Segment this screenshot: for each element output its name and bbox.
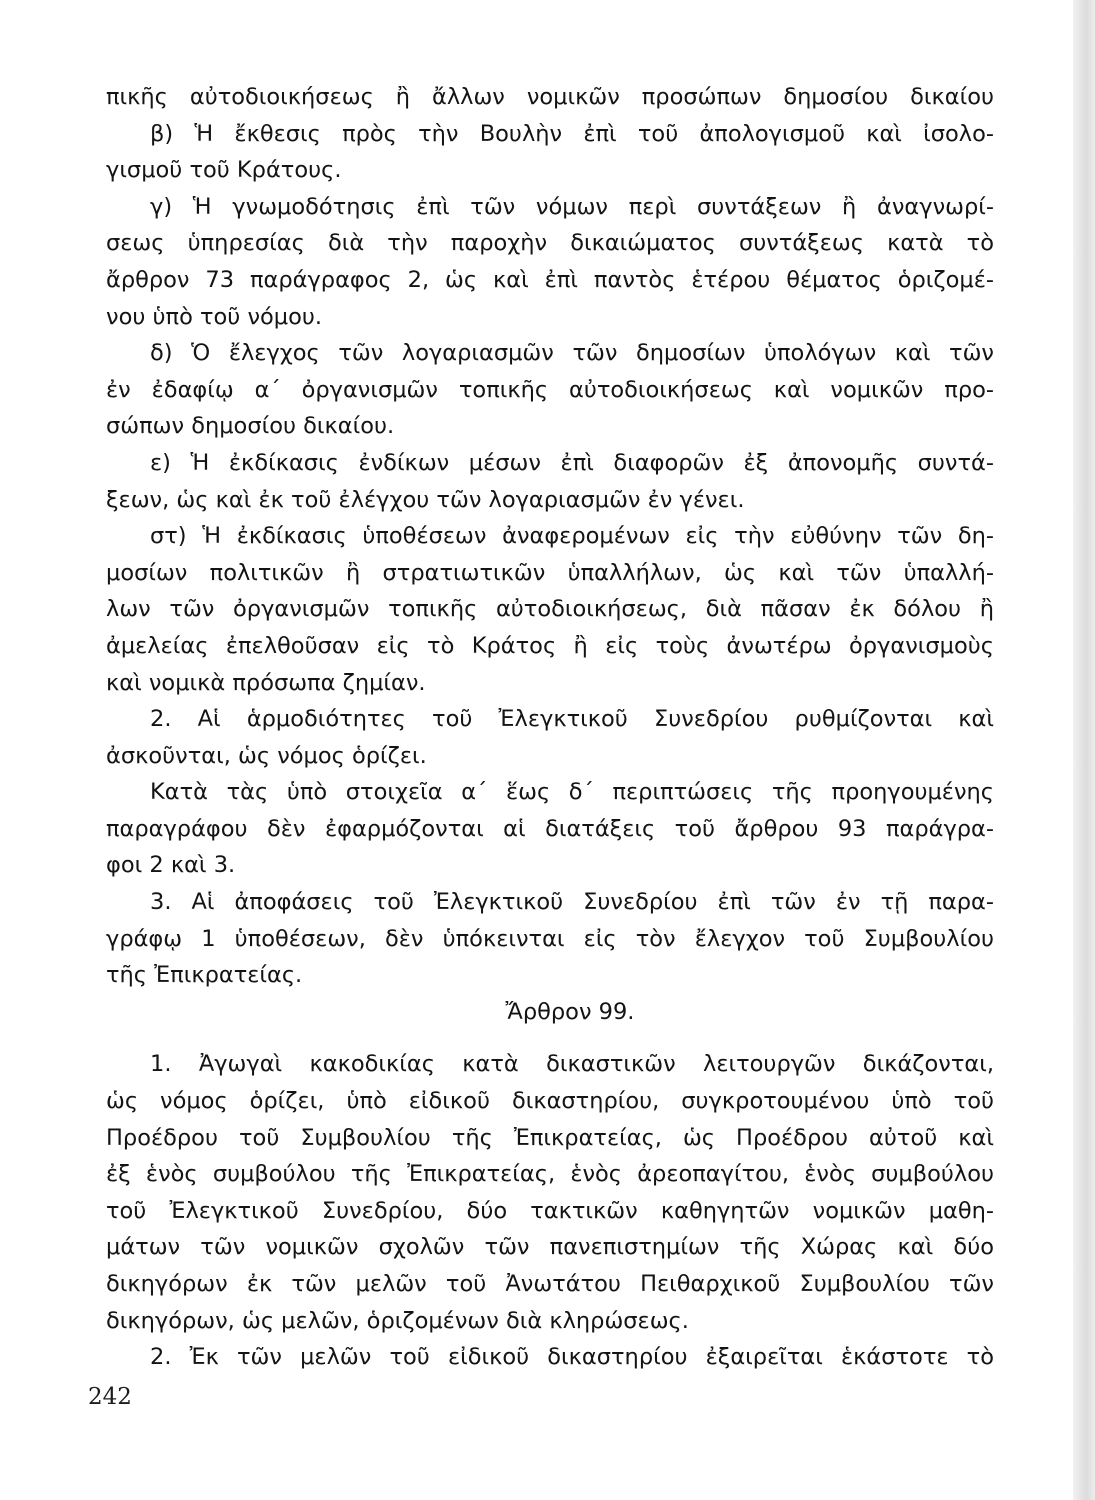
- page-body-text: [106, 79, 994, 1376]
- text-line: καὶ νομικὰ πρόσωπα ζημίαν.: [106, 669, 426, 696]
- text-line: ἐξ ἑνὸς συμβούλου τῆς Ἐπικρατείας, ἑνὸς ἀρεοπαγίτου, ἑνὸς συμβούλου: [106, 1161, 994, 1188]
- text-line: 2. Αἱ ἁρμοδιότητες τοῦ Ἐλεγκτικοῦ Συνεδρίου ρυθμίζονται καὶ: [150, 706, 994, 733]
- text-line: δικηγόρων, ὡς μελῶν, ὁριζομένων διὰ κληρώσεως.: [106, 1307, 689, 1334]
- text-line: ε) Ἡ ἐκδίκασις ἐνδίκων μέσων ἐπὶ διαφορῶν ἐξ ἀπονομῆς συντά-: [150, 449, 994, 476]
- text-line: 3. Αἱ ἀποφάσεις τοῦ Ἐλεγκτικοῦ Συνεδρίου ἐπὶ τῶν ἐν τῇ παρα-: [150, 889, 994, 916]
- text-line: ἄρθρον 73 παράγραφος 2, ὡς καὶ ἐπὶ παντὸς ἑτέρου θέματος ὁριζομέ-: [106, 266, 994, 293]
- text-line: νου ὑπὸ τοῦ νόμου.: [106, 303, 323, 330]
- text-line: λων τῶν ὀργανισμῶν τοπικῆς αὐτοδιοικήσεως, διὰ πᾶσαν ἐκ δόλου ἢ: [106, 596, 994, 623]
- text-line: β) Ἡ ἔκθεσις πρὸς τὴν Βουλὴν ἐπὶ τοῦ ἀπολογισμοῦ καὶ ἰσολο-: [150, 120, 994, 147]
- text-line: ὡς νόμος ὁρίζει, ὑπὸ εἰδικοῦ δικαστηρίου, συγκροτουμένου ὑπὸ τοῦ: [106, 1088, 994, 1115]
- text-line: Προέδρου τοῦ Συμβουλίου τῆς Ἐπικρατείας, ὡς Προέδρου αὐτοῦ καὶ: [106, 1124, 994, 1151]
- text-line: στ) Ἡ ἐκδίκασις ὑποθέσεων ἀναφερομένων εἰς τὴν εὐθύνην τῶν δη-: [150, 523, 994, 550]
- text-line: γ) Ἡ γνωμοδότησις ἐπὶ τῶν νόμων περὶ συντάξεων ἢ ἀναγνωρί-: [150, 193, 994, 220]
- page-number: 242: [88, 1384, 132, 1410]
- section-spacer: [106, 1030, 994, 1046]
- text-line: παραγράφου δὲν ἐφαρμόζονται αἱ διατάξεις τοῦ ἄρθρου 93 παράγρα-: [106, 815, 994, 842]
- text-line: ἐν ἐδαφίῳ α΄ ὀργανισμῶν τοπικῆς αὐτοδιοικήσεως καὶ νομικῶν προ-: [106, 376, 994, 403]
- text-line: ξεων, ὡς καὶ ἐκ τοῦ ἐλέγχου τῶν λογαριασμῶν ἐν γένει.: [106, 486, 745, 513]
- text-line: τῆς Ἐπικρατείας.: [106, 962, 303, 989]
- text-line: πικῆς αὐτοδιοικήσεως ἢ ἄλλων νομικῶν προσώπων δημοσίου δικαίου: [106, 84, 994, 110]
- text-line: φοι 2 καὶ 3.: [106, 852, 236, 879]
- page-edge-shadow: [1073, 0, 1095, 1500]
- text-line: σεως ὑπηρεσίας διὰ τὴν παροχὴν δικαιώματος συντάξεως κατὰ τὸ: [106, 230, 994, 257]
- text-line: Κατὰ τὰς ὑπὸ στοιχεῖα α΄ ἕως δ΄ περιπτώσεις τῆς προηγουμένης: [150, 779, 994, 806]
- text-line: τοῦ Ἐλεγκτικοῦ Συνεδρίου, δύο τακτικῶν καθηγητῶν νομικῶν μαθη-: [106, 1197, 994, 1224]
- text-line: ἀμελείας ἐπελθοῦσαν εἰς τὸ Κράτος ἢ εἰς τοὺς ἀνωτέρω ὀργανισμοὺς: [106, 632, 994, 659]
- text-line: ἀσκοῦνται, ὡς νόμος ὁρίζει.: [106, 742, 427, 769]
- article-heading: Ἄρθρον 99.: [505, 998, 635, 1025]
- text-line: μοσίων πολιτικῶν ἢ στρατιωτικῶν ὑπαλλήλων, ὡς καὶ τῶν ὑπαλλή-: [106, 559, 994, 586]
- text-line: γράφῳ 1 ὑποθέσεων, δὲν ὑπόκεινται εἰς τὸν ἔλεγχον τοῦ Συμβουλίου: [106, 925, 994, 952]
- text-line: γισμοῦ τοῦ Κράτους.: [106, 157, 342, 184]
- text-line: 1. Ἀγωγαὶ κακοδικίας κατὰ δικαστικῶν λειτουργῶν δικάζονται,: [150, 1051, 994, 1078]
- text-line: δικηγόρων ἐκ τῶν μελῶν τοῦ Ἀνωτάτου Πειθαρχικοῦ Συμβουλίου τῶν: [106, 1271, 994, 1297]
- text-line: μάτων τῶν νομικῶν σχολῶν τῶν πανεπιστημίων τῆς Χώρας καὶ δύο: [106, 1234, 994, 1261]
- text-line: δ) Ὁ ἔλεγχος τῶν λογαριασμῶν τῶν δημοσίων ὑπολόγων καὶ τῶν: [150, 340, 994, 367]
- text-line: σώπων δημοσίου δικαίου.: [106, 413, 395, 440]
- text-line: 2. Ἐκ τῶν μελῶν τοῦ εἰδικοῦ δικαστηρίου ἐξαιρεῖται ἑκάστοτε τὸ: [150, 1344, 994, 1371]
